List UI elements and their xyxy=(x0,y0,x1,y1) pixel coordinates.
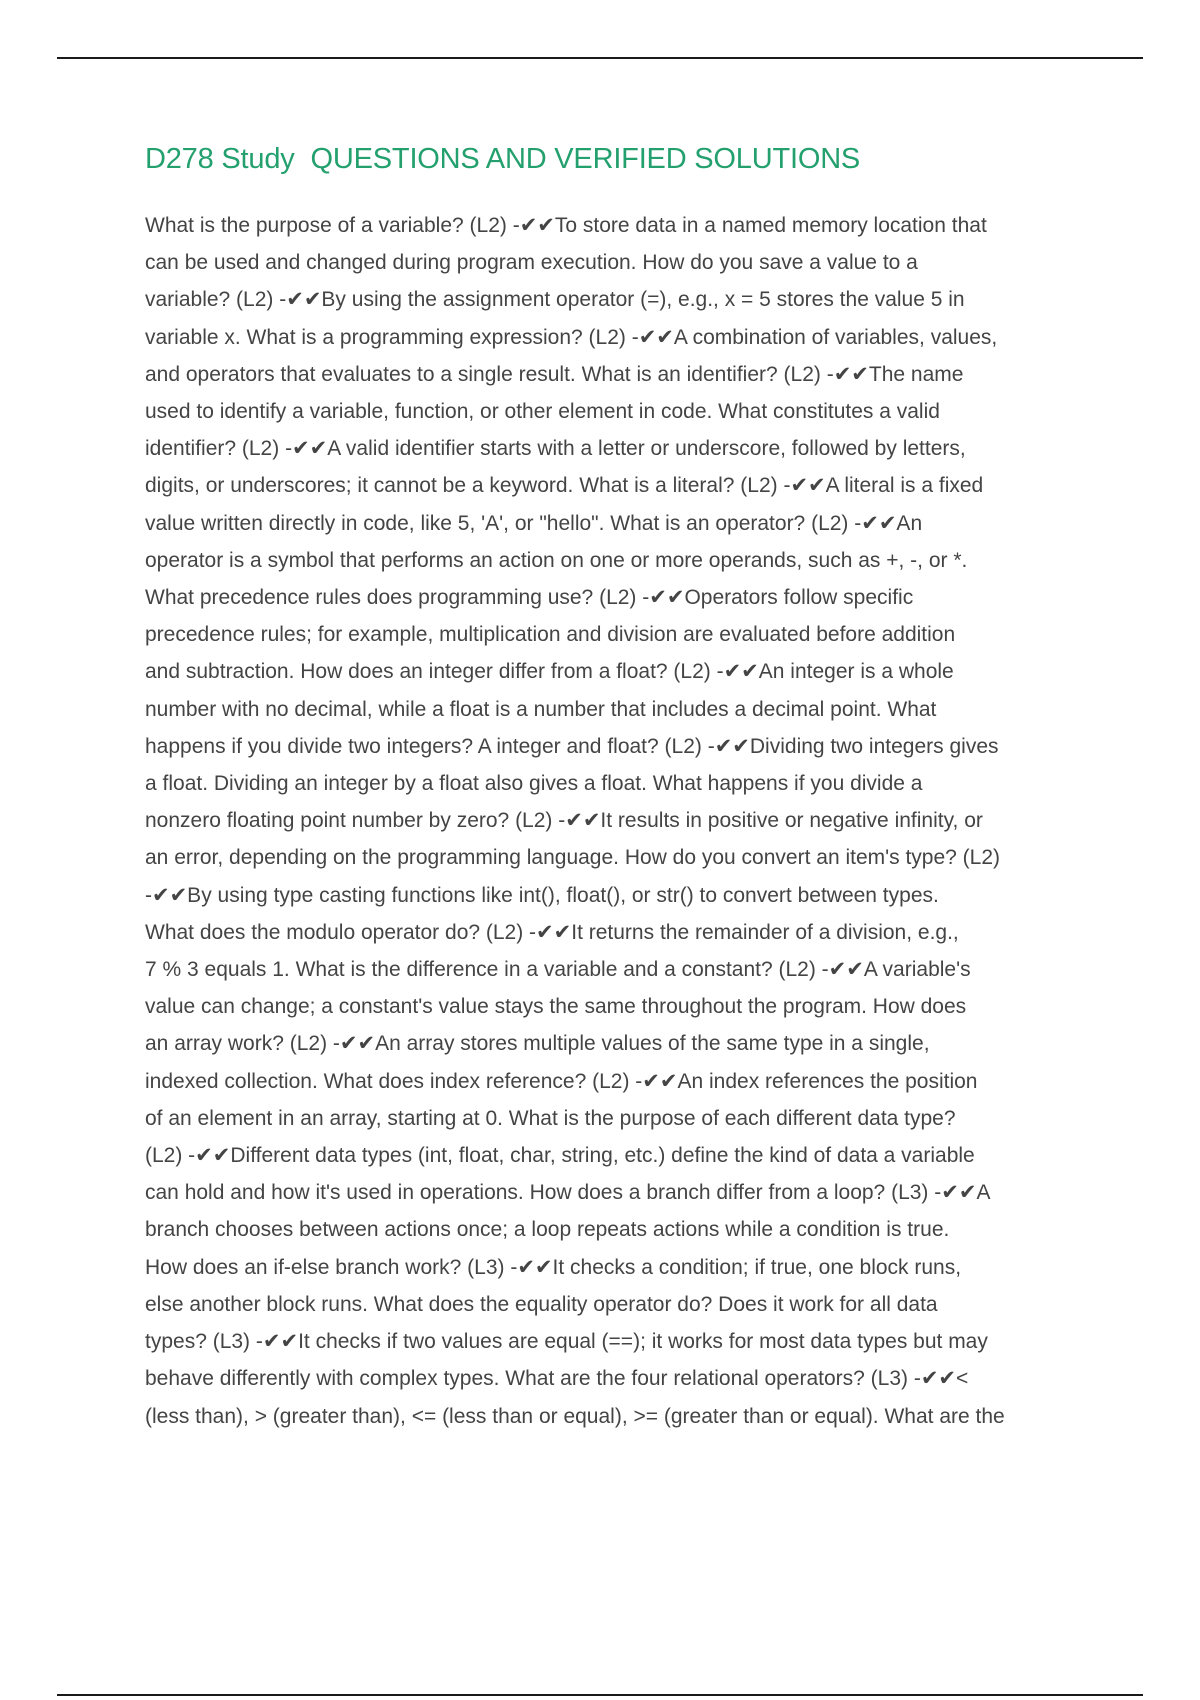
text-line: an array work? (L2) -✔✔An array stores multiple values of the same type in a single, xyxy=(145,1032,930,1056)
text-line: can be used and changed during program execution. How do you save a value to a xyxy=(145,251,918,275)
text-line: -✔✔By using type casting functions like int(), float(), or str() to convert between types. xyxy=(145,883,939,907)
text-line: value can change; a constant's value stays the same throughout the program. How does xyxy=(145,995,967,1019)
text-line: happens if you divide two integers? A integer and float? (L2) -✔✔Dividing two integers gives xyxy=(145,734,999,758)
text-line: 7 % 3 equals 1. What is the difference in a variable and a constant? (L2) -✔✔A variable's xyxy=(145,958,971,982)
text-line: (L2) -✔✔Different data types (int, float, char, string, etc.) define the kind of data a variable xyxy=(145,1144,975,1168)
text-line: used to identify a variable, function, or other element in code. What constitutes a valid xyxy=(145,400,940,424)
top-divider xyxy=(57,57,1143,59)
bottom-divider xyxy=(57,1694,1143,1696)
text-line: variable x. What is a programming expression? (L2) -✔✔A combination of variables, values, xyxy=(145,325,998,349)
text-line: types? (L3) -✔✔It checks if two values are equal (==); it works for most data types but may xyxy=(145,1330,988,1354)
text-line: precedence rules; for example, multiplication and division are evaluated before addition xyxy=(145,623,956,647)
text-line: (less than), > (greater than), <= (less than or equal), >= (greater than or equal). What are the xyxy=(145,1404,1005,1428)
text-line: identifier? (L2) -✔✔A valid identifier starts with a letter or underscore, followed by letters, xyxy=(145,437,966,461)
text-line: value written directly in code, like 5, 'A', or "hello". What is an operator? (L2) -✔✔An xyxy=(145,511,923,535)
text-line: variable? (L2) -✔✔By using the assignment operator (=), e.g., x = 5 stores the value 5 in xyxy=(145,288,965,312)
text-line: else another block runs. What does the equality operator do? Does it work for all data xyxy=(145,1292,938,1316)
title-course: D278 Study xyxy=(145,143,295,175)
page-title xyxy=(145,143,860,176)
title-heading: QUESTIONS AND VERIFIED SOLUTIONS xyxy=(310,143,861,175)
text-line: and subtraction. How does an integer differ from a float? (L2) -✔✔An integer is a whole xyxy=(145,660,954,684)
text-line: What precedence rules does programming use? (L2) -✔✔Operators follow specific xyxy=(145,586,914,610)
text-line: can hold and how it's used in operations. How does a branch differ from a loop? (L3) -✔✔A xyxy=(145,1181,991,1205)
text-line: branch chooses between actions once; a loop repeats actions while a condition is true. xyxy=(145,1218,950,1242)
text-line: How does an if-else branch work? (L3) -✔✔It checks a condition; if true, one block runs, xyxy=(145,1255,962,1279)
text-line: a float. Dividing an integer by a float also gives a float. What happens if you divide a xyxy=(145,772,923,796)
text-line: and operators that evaluates to a single result. What is an identifier? (L2) -✔✔The name xyxy=(145,362,964,386)
text-line: indexed collection. What does index reference? (L2) -✔✔An index references the position xyxy=(145,1069,978,1093)
text-line: What is the purpose of a variable? (L2) -✔✔To store data in a named memory location that xyxy=(145,214,987,237)
text-line: behave differently with complex types. What are the four relational operators? (L3) -✔✔< xyxy=(145,1367,969,1391)
text-line: operator is a symbol that performs an action on one or more operands, such as +, -, or *. xyxy=(145,548,968,572)
text-line: nonzero floating point number by zero? (L2) -✔✔It results in positive or negative infinity, or xyxy=(145,809,983,833)
text-line: What does the modulo operator do? (L2) -✔✔It returns the remainder of a division, e.g., xyxy=(145,920,959,944)
text-line: digits, or underscores; it cannot be a keyword. What is a literal? (L2) -✔✔A literal is a fixed xyxy=(145,474,984,498)
body-text xyxy=(145,207,1095,1435)
text-line: number with no decimal, while a float is a number that includes a decimal point. What xyxy=(145,697,937,721)
text-line: an error, depending on the programming language. How do you convert an item's type? (L2) xyxy=(145,846,1001,870)
text-line: of an element in an array, starting at 0. What is the purpose of each different data type? xyxy=(145,1106,956,1130)
